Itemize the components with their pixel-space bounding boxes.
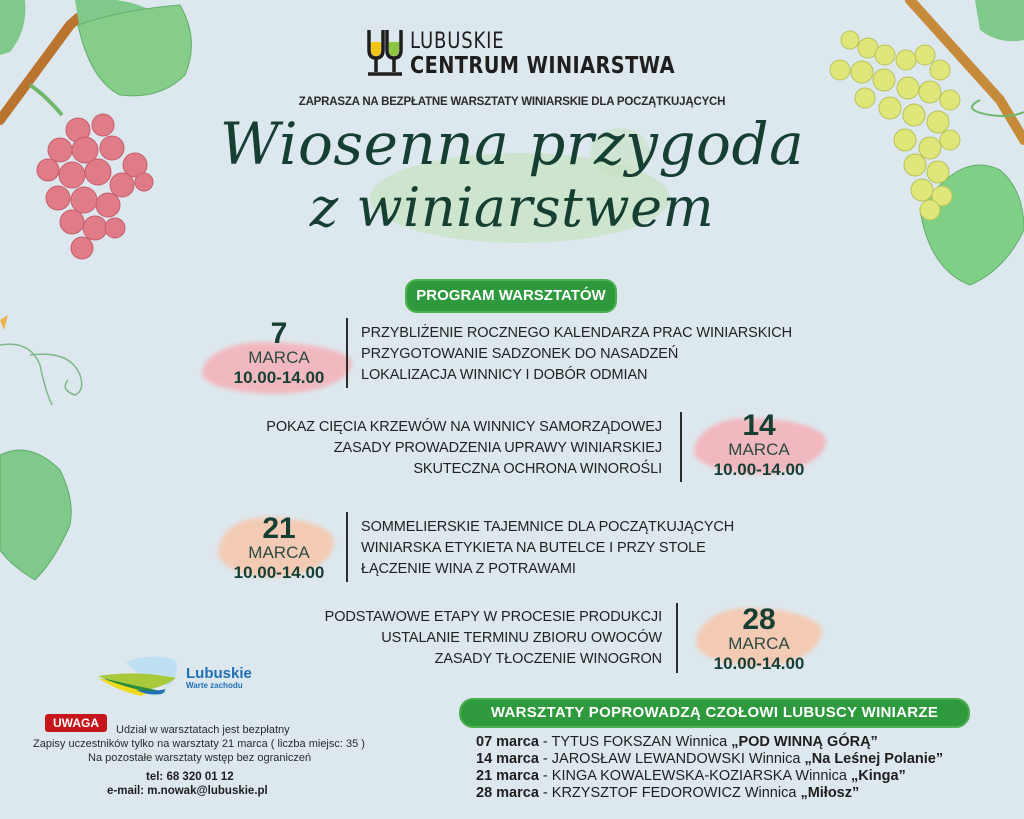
title-line-2: z winiarstwem [309,176,715,239]
notice-line-2: Zapisy uczestników tylko na warsztaty 21 marca ( liczba miejsc: 35 ) [33,738,365,750]
topic: LOKALIZACJA WINNICY I DOBÓR ODMIAN [361,367,648,383]
program-heading-badge: PROGRAM WARSZTATÓW [405,279,617,313]
topic: USTALANIE TERMINU ZBIORU OWOCÓW [381,630,662,646]
winery-name: „Na Leśnej Polanie” [804,751,944,767]
title-line-1: Wiosenna przygoda [219,110,805,178]
session-day: 21 [262,512,296,545]
winemaker-date: 14 marca [476,751,539,767]
session-time: 10.00-14.00 [713,460,805,479]
lubuskie-centrum-winiarstwa-logo [366,28,725,80]
session-4-date [694,603,824,674]
session-day: 28 [742,603,776,636]
wine-glasses-icon [366,28,404,80]
notice-badge: UWAGA [45,714,107,732]
topic: ZASADY TŁOCZENIE WINOGRON [434,651,662,667]
logo-line-2: CENTRUM WINIARSTWA [410,52,675,79]
session-2-topics [266,417,662,480]
divider [676,603,678,673]
topic: ZASADY PROWADZENIA UPRAWY WINIARSKIEJ [333,440,662,456]
divider [346,512,348,582]
page-title [0,112,1024,240]
winemaker-date: 07 marca [476,734,539,750]
session-3-date [214,512,344,583]
winemaker-row [476,785,943,802]
vine-tendril-illustration [0,310,100,590]
topic: POKAZ CIĘCIA KRZEWÓW NA WINNICY SAMORZĄDOWEJ [266,419,662,435]
session-month: MARCA [728,634,790,653]
session-2-date [694,409,824,480]
session-month: MARCA [728,440,790,459]
session-4-topics [325,607,662,670]
session-3-topics [361,517,734,580]
session-time: 10.00-14.00 [233,368,325,387]
topic: WINIARSKA ETYKIETA NA BUTELCE I PRZY STOLE [361,540,706,556]
session-day: 7 [270,317,288,350]
session-time: 10.00-14.00 [233,563,325,582]
winemakers-heading-badge: WARSZTATY POPROWADZĄ CZOŁOWI LUBUSCY WINIARZE [459,698,970,728]
notice-line-3: Na pozostałe warsztaty wstęp bez ograniczeń [88,752,312,764]
winemaker-row [476,751,943,768]
lubuskie-region-logo [96,656,252,700]
winemaker-person: - KRZYSZTOF FEDOROWICZ Winnica [538,785,801,801]
topic: PRZYGOTOWANIE SADZONEK DO NASADZEŃ [361,346,679,362]
session-day: 14 [742,409,776,442]
winery-name: „Kinga” [850,768,906,784]
winery-name: „POD WINNĄ GÓRĄ” [731,734,878,750]
winemaker-date: 21 marca [476,768,539,784]
divider [680,412,682,482]
winemaker-person: - JAROSŁAW LEWANDOWSKI Winnica [538,751,805,767]
divider [346,318,348,388]
topic: ŁĄCZENIE WINA Z POTRAWAMI [361,561,576,577]
winemaker-date: 28 marca [476,785,539,801]
winemaker-row [476,734,943,751]
topic: PODSTAWOWE ETAPY W PROCESIE PRODUKCJI [324,609,662,625]
region-name: Lubuskie [186,665,252,682]
region-tagline: Warte zachodu [186,681,243,690]
topic: PRZYBLIŻENIE ROCZNEGO KALENDARZA PRAC WINIARSKICH [361,325,792,341]
topic: SOMMELIERSKIE TAJEMNICE DLA POCZĄTKUJĄCYCH [361,519,735,535]
session-month: MARCA [248,543,310,562]
winery-name: „Miłosz” [800,785,860,801]
notice-line-1: Udział w warsztatach jest bezpłatny [116,724,290,736]
lubuskie-swoosh-icon [96,656,180,700]
winemaker-person: - TYTUS FOKSZAN Winnica [538,734,732,750]
winemaker-row [476,768,943,785]
winemaker-person: - KINGA KOWALEWSKA-KOZIARSKA Winnica [538,768,851,784]
contact-email[interactable]: e-mail: m.nowak@lubuskie.pl [107,785,268,797]
session-1-topics [361,323,792,386]
winemakers-list [476,734,943,802]
session-month: MARCA [248,348,310,367]
topic: SKUTECZNA OCHRONA WINOROŚLI [413,461,662,477]
session-1-date [214,317,344,388]
session-time: 10.00-14.00 [713,654,805,673]
invitation-subtitle: ZAPRASZA NA BEZPŁATNE WARSZTATY WINIARSKIE DLA POCZĄTKUJĄCYCH [298,96,726,108]
contact-phone: tel: 68 320 01 12 [146,771,234,783]
logo-line-1: LUBUSKIE [410,28,505,54]
